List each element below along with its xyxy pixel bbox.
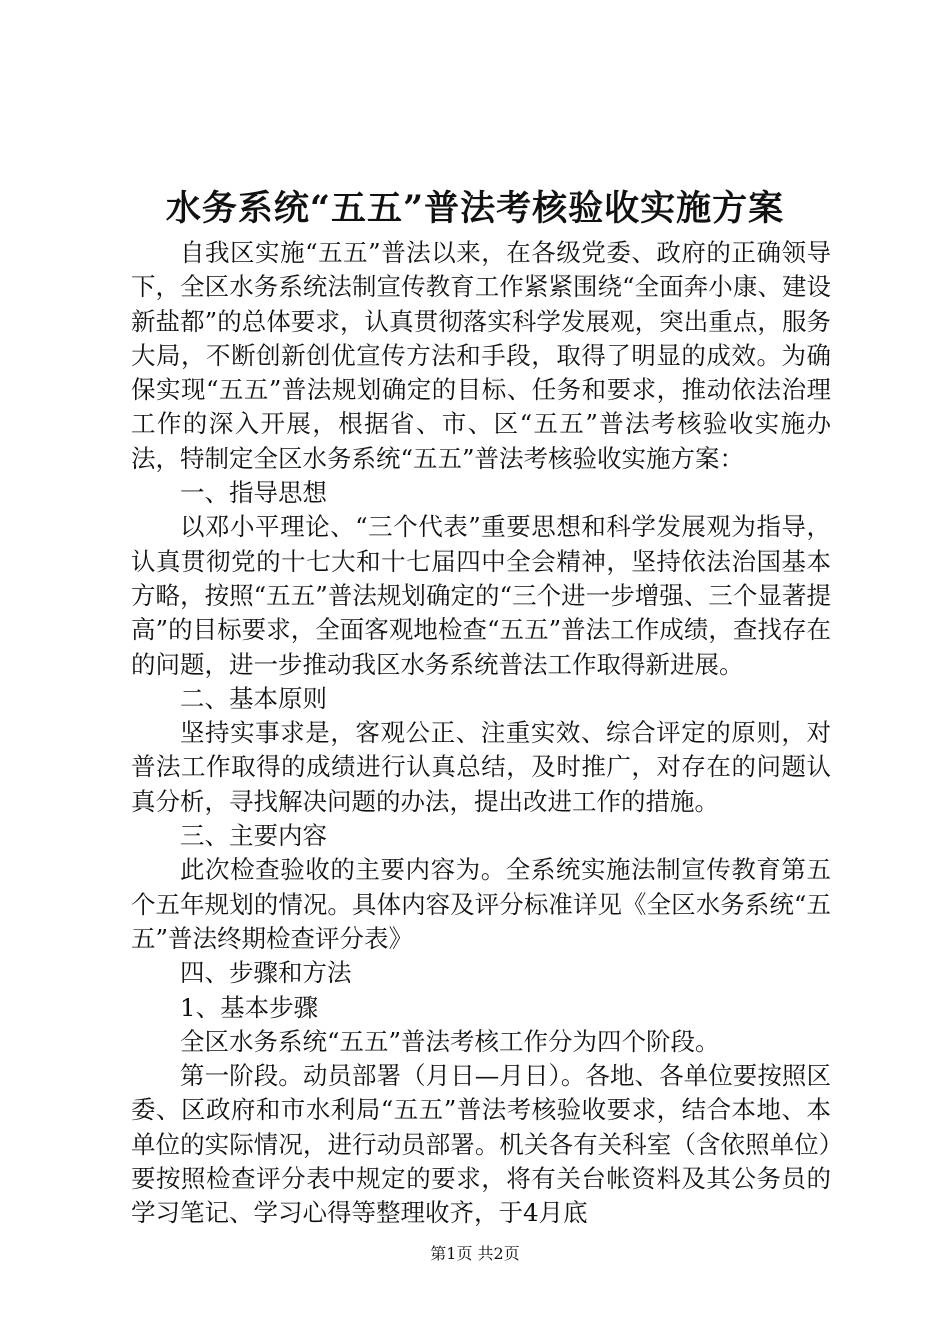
heading-basic-principles: 二、基本原则 (180, 683, 327, 713)
paragraph-main-content: 此次检查验收的主要内容为。全系统实施法制宣传教育第五个五年规划的情况。具体内容及评分标准详见《全区水务系统“五五”普法终期检查评分表》 (131, 855, 831, 953)
heading-steps-methods: 四、步骤和方法 (180, 958, 352, 988)
subheading-basic-steps: 1、基本步骤 (180, 992, 319, 1022)
heading-guiding-ideology: 一、指导思想 (180, 478, 327, 508)
page-footer: 第1页 共2页 (430, 1244, 520, 1263)
document-title: 水务系统“五五”普法考核验收实施方案 (165, 188, 785, 229)
paragraph-intro: 自我区实施“五五”普法以来，在各级党委、政府的正确领导下，全区水务系统法制宣传教育工作紧紧围绕“全面奔小康、建设新盐都”的总体要求，认真贯彻落实科学发展观，突出重点，服务大局，不断创新创优宣传方法和手段，取得了明显的成效。为确保实现“五五”普法规划确定的目标、任务和要求，推动依法治理工作的深入开展，根据省、市、区“五五”普法考核验收实施办法，特制定全区水务系统“五五”普法考核验收实施方案： (131, 238, 831, 473)
document-body (131, 236, 831, 1231)
paragraph-four-stages: 全区水务系统“五五”普法考核工作分为四个阶段。 (180, 1026, 720, 1056)
paragraph-guiding-ideology: 以邓小平理论、“三个代表”重要思想和科学发展观为指导，认真贯彻党的十七大和十七届四中全会精神，坚持依法治国基本方略，按照“五五”普法规划确定的“三个进一步增强、三个显著提高”的目标要求，全面客观地检查“五五”普法工作成绩，查找存在的问题，进一步推动我区水务系统普法工作取得新进展。 (131, 512, 831, 679)
paragraph-stage-one: 第一阶段。动员部署（月日—月日）。各地、各单位要按照区委、区政府和市水利局“五五”普法考核验收要求，结合本地、本单位的实际情况，进行动员部署。机关各有关科室（含依照单位）要按照检查评分表中规定的要求，将有关台帐资料及其公务员的学习笔记、学习心得等整理收齐，于4月底 (131, 1061, 831, 1228)
heading-main-content: 三、主要内容 (180, 821, 327, 851)
paragraph-basic-principles: 坚持实事求是，客观公正、注重实效、综合评定的原则，对普法工作取得的成绩进行认真总结，及时推广，对存在的问题认真分析，寻找解决问题的办法，提出改进工作的措施。 (131, 718, 831, 816)
